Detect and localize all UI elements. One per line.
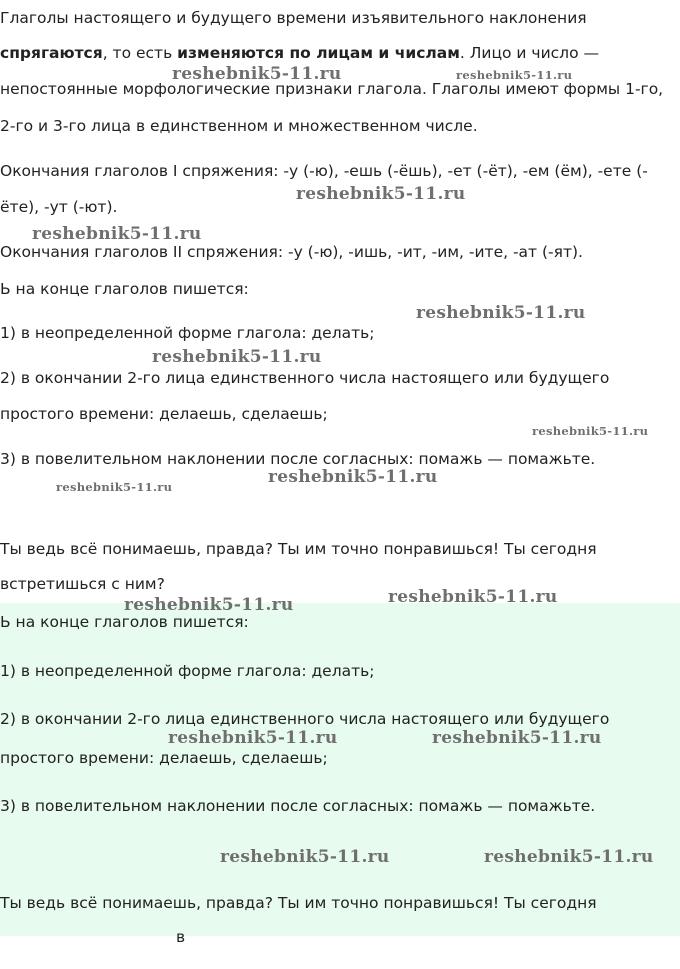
- watermark: reshebnik5-11.ru: [432, 728, 602, 748]
- intro-line-2: [0, 44, 599, 62]
- rule-3: 3) в повелительном наклонении после согласных: помажь — помажьте.: [0, 450, 596, 468]
- green-soft-sign-heading: Ь на конце глаголов пишется:: [0, 613, 249, 631]
- intro-line-1: Глаголы настоящего и будущего времени изъявительного наклонения: [0, 9, 587, 27]
- conjugation-1-line-1: Окончания глаголов I спряжения: -у (-ю), -ешь (-ёшь), -ет (-ёт), -ем (ём), -ете (-: [0, 162, 648, 180]
- rule-1: 1) в неопределенной форме глагола: делать;: [0, 324, 375, 342]
- watermark: reshebnik5-11.ru: [532, 424, 649, 438]
- watermark: reshebnik5-11.ru: [268, 467, 438, 487]
- watermark: reshebnik5-11.ru: [168, 728, 338, 748]
- watermark: reshebnik5-11.ru: [388, 587, 558, 607]
- watermark: reshebnik5-11.ru: [456, 68, 573, 82]
- intro-line-2-mid: , то есть: [102, 44, 178, 62]
- intro-line-3: непостоянные морфологические признаки глагола. Глаголы имеют формы 1-го,: [0, 80, 664, 98]
- watermark: reshebnik5-11.ru: [152, 347, 322, 367]
- green-rule-1: 1) в неопределенной форме глагола: делать;: [0, 662, 375, 680]
- watermark: reshebnik5-11.ru: [172, 64, 342, 84]
- watermark: reshebnik5-11.ru: [484, 847, 654, 867]
- watermark: reshebnik5-11.ru: [56, 480, 173, 494]
- highlighted-block: [0, 603, 680, 946]
- green-rule-2-line-1: 2) в окончании 2-го лица единственного числа настоящего или будущего: [0, 710, 610, 728]
- green-example-line-2: в: [176, 928, 186, 946]
- example-line-1: Ты ведь всё понимаешь, правда? Ты им точно понравишься! Ты сегодня: [0, 540, 597, 558]
- watermark: reshebnik5-11.ru: [32, 224, 202, 244]
- green-example-line-1: Ты ведь всё понимаешь, правда? Ты им точно понравишься! Ты сегодня: [0, 894, 597, 912]
- conjugation-1-line-2: ёте), -ут (-ют).: [0, 198, 118, 216]
- rule-2-line-2: простого времени: делаешь, сделаешь;: [0, 405, 328, 423]
- example-line-2: встретишься с ним?: [0, 575, 165, 593]
- soft-sign-heading: Ь на конце глаголов пишется:: [0, 280, 249, 298]
- conjugation-2-line: Окончания глаголов II спряжения: -у (-ю), -ишь, -ит, -им, -ите, -ат (-ят).: [0, 243, 583, 261]
- watermark: reshebnik5-11.ru: [220, 847, 390, 867]
- watermark: reshebnik5-11.ru: [416, 303, 586, 323]
- intro-line-2-end: . Лицо и число —: [459, 44, 599, 62]
- watermark: reshebnik5-11.ru: [124, 595, 294, 615]
- green-rule-3: 3) в повелительном наклонении после согласных: помажь — помажьте.: [0, 797, 596, 815]
- bold-term-change: изменяются по лицам и числам: [177, 44, 460, 62]
- rule-2-line-1: 2) в окончании 2-го лица единственного числа настоящего или будущего: [0, 369, 610, 387]
- green-rule-2-line-2: простого времени: делаешь, сделаешь;: [0, 749, 328, 767]
- bold-term-conjugate: спрягаются: [0, 44, 103, 62]
- intro-line-4: 2-го и 3-го лица в единственном и множественном числе.: [0, 117, 478, 135]
- watermark: reshebnik5-11.ru: [296, 184, 466, 204]
